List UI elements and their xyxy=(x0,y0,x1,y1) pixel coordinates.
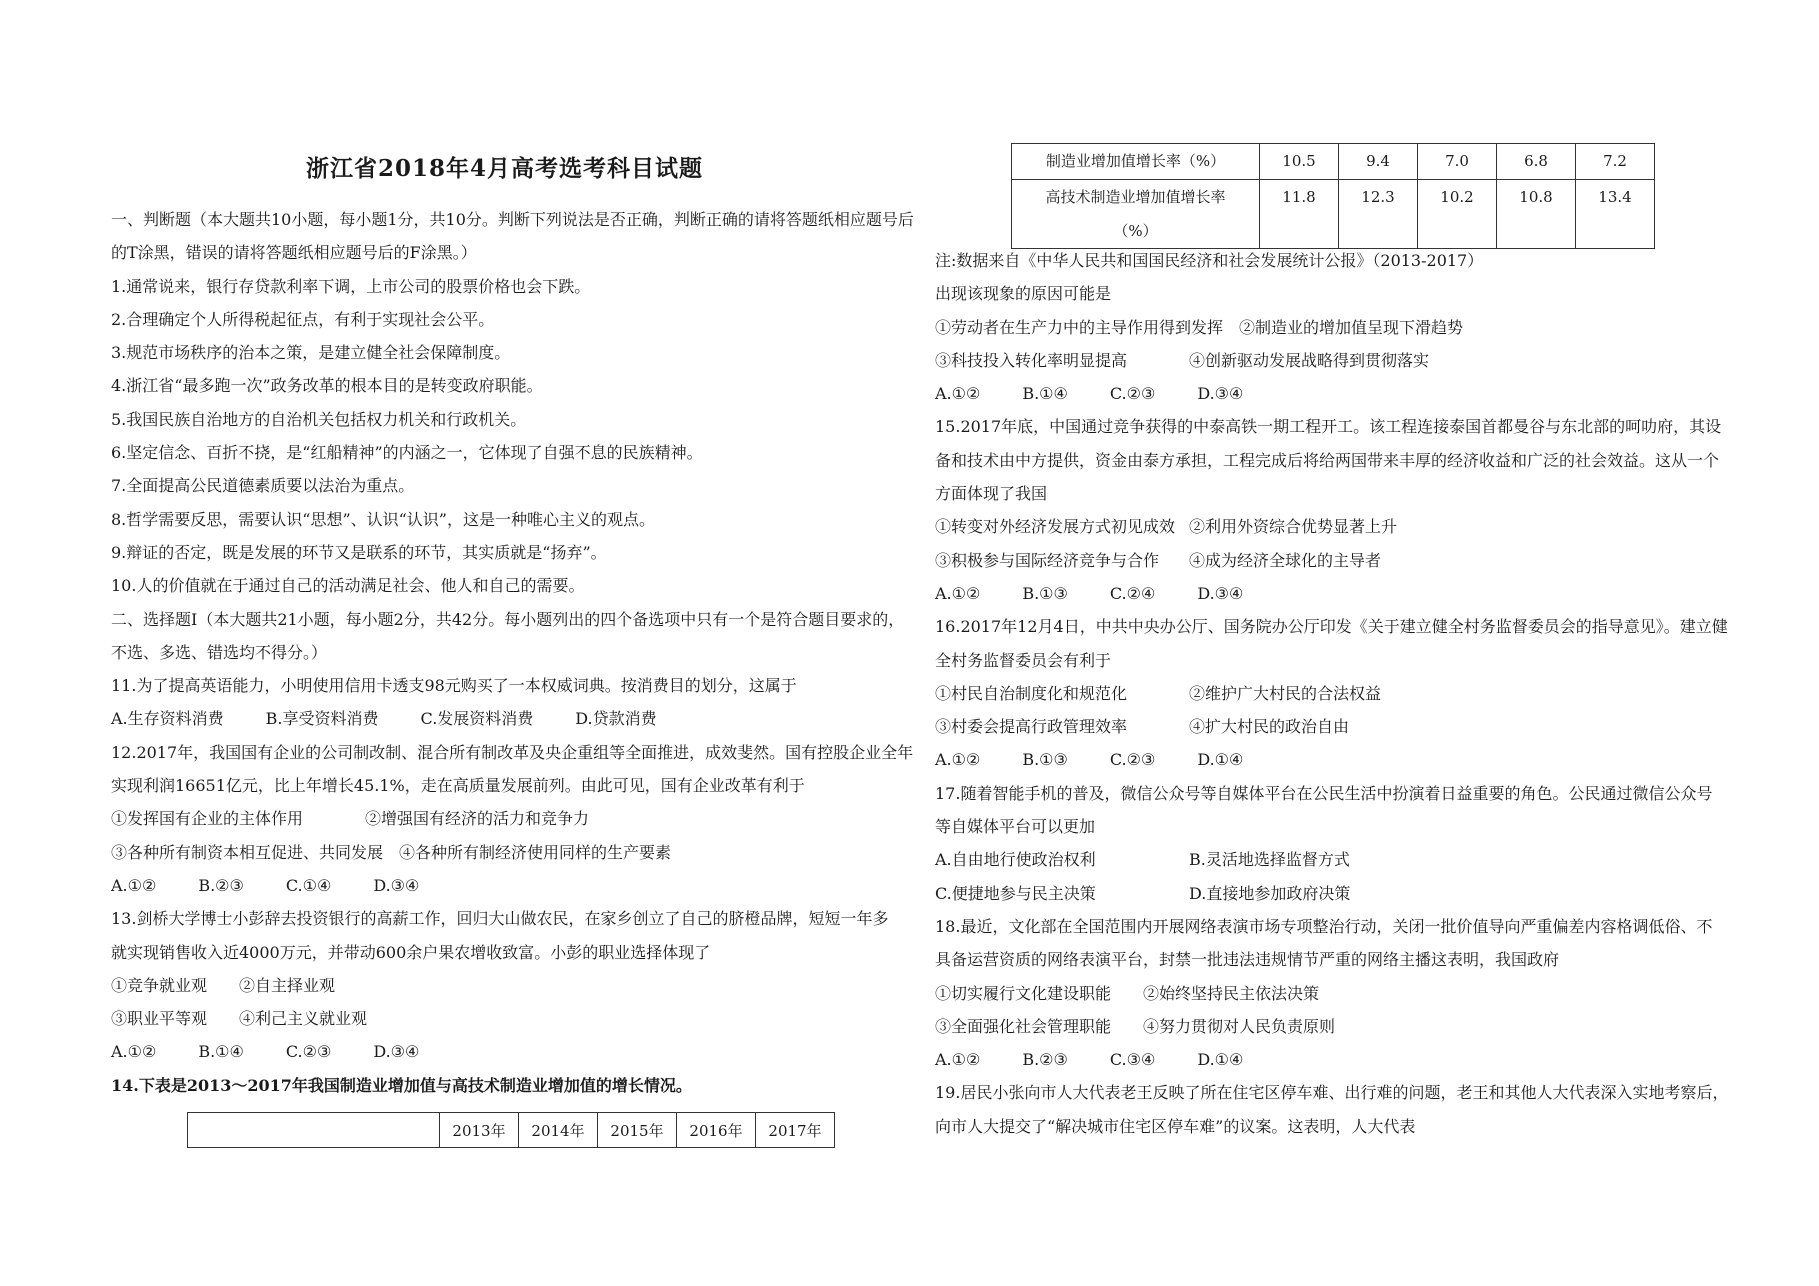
answer-option: A.生存资料消费 xyxy=(111,709,224,729)
answer-option: D.①④ xyxy=(1197,750,1244,770)
table-cell: 10.8 xyxy=(1497,180,1576,249)
answer-option: C.②③ xyxy=(1109,384,1156,404)
answer-option: A.①② xyxy=(111,875,157,895)
choice-statement: ③科技投入转化率明显提高 xyxy=(935,350,1128,370)
answer-option: A.①② xyxy=(935,1050,981,1070)
text-line: ③全面强化社会管理职能 ④努力贯彻对人民负责原则 xyxy=(935,1016,1336,1036)
answer-option: C.发展资料消费 xyxy=(420,709,534,729)
text-line: 2.合理确定个人所得税起征点，有利于实现社会公平。 xyxy=(111,309,495,329)
answer-option: A.①② xyxy=(935,750,981,770)
table-cell: 7.0 xyxy=(1418,144,1497,180)
text-line: 实现利润16651亿元，比上年增长45.1%，走在高质量发展前列。由此可见，国有企业改革有利于 xyxy=(111,776,805,796)
answer-option: D.贷款消费 xyxy=(575,709,657,729)
choice-statement: B.灵活地选择监督方式 xyxy=(1189,850,1350,870)
choice-statement: ②维护广大村民的合法权益 xyxy=(1189,683,1382,703)
text-line: 等自媒体平台可以更加 xyxy=(935,817,1096,837)
answer-option: A.①② xyxy=(111,1042,157,1062)
left-question-list xyxy=(111,203,914,1102)
answer-option: D.③④ xyxy=(1197,583,1244,603)
choice-statement: ②增强国有经济的活力和竞争力 xyxy=(365,809,590,829)
text-line: 二、选择题Ⅰ（本大题共21小题，每小题2分，共42分。每小题列出的四个备选项中只有一个是符合题目要求的， xyxy=(111,609,905,629)
text-line: 13.剑桥大学博士小彭辞去投资银行的高薪工作，回归大山做农民，在家乡创立了自己的脐橙品牌，短短一年多 xyxy=(111,909,889,929)
answer-options xyxy=(935,377,1735,410)
answer-options xyxy=(111,702,911,735)
answer-option: C.①④ xyxy=(285,875,332,895)
answer-options xyxy=(111,869,911,902)
table-cell: 6.8 xyxy=(1497,144,1576,180)
answer-option: B.享受资料消费 xyxy=(265,709,379,729)
choice-statements xyxy=(935,843,1735,876)
choice-statement: ②利用外资综合优势显著上升 xyxy=(1189,517,1398,537)
text-line: 12.2017年，我国国有企业的公司制改制、混合所有制改革及央企重组等全面推进，成效斐然。国有控股企业全年 xyxy=(111,742,914,762)
text-line: ①劳动者在生产力中的主导作用得到发挥 ②制造业的增加值呈现下滑趋势 xyxy=(935,317,1464,337)
text-line: 全村务监督委员会有利于 xyxy=(935,650,1112,670)
text-line: 14.下表是2013～2017年我国制造业增加值与高技术制造业增加值的增长情况。 xyxy=(111,1075,692,1095)
text-line: 1.通常说来，银行存贷款利率下调，上市公司的股票价格也会下跌。 xyxy=(111,276,591,296)
text-line: ①竞争就业观 ②自主择业观 xyxy=(111,975,336,995)
text-line: 注:数据来自《中华人民共和国国民经济和社会发展统计公报》（2013-2017） xyxy=(935,251,1484,270)
text-line: ③各种所有制资本相互促进、共同发展 ④各种所有制经济使用同样的生产要素 xyxy=(111,842,672,862)
answer-option: C.②④ xyxy=(1109,583,1156,603)
text-line: 一、判断题（本大题共10小题，每小题1分，共10分。判断下列说法是否正确，判断正确的请将答题纸相应题号后 xyxy=(111,210,914,229)
text-line: 具备运营资质的网络表演平台，封禁一批违法违规情节严重的网络主播这表明，我国政府 xyxy=(935,950,1560,970)
answer-option: C.②③ xyxy=(285,1042,332,1062)
text-line: 5.我国民族自治地方的自治机关包括权力机关和行政机关。 xyxy=(111,409,527,429)
answer-option: B.①④ xyxy=(198,1042,244,1062)
text-line: ③职业平等观 ④利己主义就业观 xyxy=(111,1009,368,1029)
answer-option: B.①③ xyxy=(1022,750,1068,770)
choice-statements xyxy=(935,544,1735,577)
table-cell: 13.4 xyxy=(1576,180,1655,249)
choice-statements xyxy=(935,710,1735,743)
answer-option: B.①④ xyxy=(1022,384,1068,404)
choice-statement: ④扩大村民的政治自由 xyxy=(1189,717,1350,737)
table-cell: 10.5 xyxy=(1260,144,1339,180)
year-header-2016: 2016年 xyxy=(677,1113,756,1148)
choice-statements xyxy=(935,677,1735,710)
year-header-2015: 2015年 xyxy=(598,1113,677,1148)
choice-statement: ④成为经济全球化的主导者 xyxy=(1189,550,1382,570)
table-cell: 9.4 xyxy=(1339,144,1418,180)
exam-title: 浙江省2018年4月高考选考科目试题 xyxy=(306,155,704,182)
year-header-2013: 2013年 xyxy=(440,1113,519,1148)
row-label-high-tech xyxy=(1012,180,1260,249)
choice-statements xyxy=(935,344,1735,377)
right-question-list xyxy=(935,244,1735,1143)
table-cell: 12.3 xyxy=(1339,180,1418,249)
row-label-high-tech-line2: （%） xyxy=(1113,222,1158,240)
text-line: 6.坚定信念、百折不挠，是“红船精神”的内涵之一，它体现了自强不息的民族精神。 xyxy=(111,443,703,463)
answer-option: D.③④ xyxy=(373,1042,420,1062)
choice-statement: ①转变对外经济发展方式初见成效 xyxy=(935,517,1176,537)
answer-option: A.①② xyxy=(935,384,981,404)
text-line: 11.为了提高英语能力，小明使用信用卡透支98元购买了一本权威词典。按消费目的划分，这属于 xyxy=(111,676,797,696)
text-line: 3.规范市场秩序的治本之策，是建立健全社会保障制度。 xyxy=(111,343,511,363)
choice-statement: ①发挥国有企业的主体作用 xyxy=(111,809,304,829)
text-line: 向市人大提交了“解决城市住宅区停车难”的议案。这表明，人大代表 xyxy=(935,1116,1416,1136)
year-header-2017: 2017年 xyxy=(756,1113,835,1148)
answer-options xyxy=(935,1043,1735,1076)
table-cell: 11.8 xyxy=(1260,180,1339,249)
table-cell: 7.2 xyxy=(1576,144,1655,180)
table-header-row xyxy=(187,1112,835,1148)
growth-rate-table xyxy=(1011,143,1655,249)
choice-statements xyxy=(935,877,1735,910)
table-corner-cell xyxy=(188,1113,440,1148)
table-row xyxy=(1012,144,1655,180)
answer-option: A.①② xyxy=(935,583,981,603)
text-line: 9.辩证的否定，既是发展的环节又是联系的环节，其实质就是“扬弃”。 xyxy=(111,542,607,562)
text-line: 4.浙江省“最多跑一次”政务改革的根本目的是转变政府职能。 xyxy=(111,376,543,396)
answer-options xyxy=(935,743,1735,776)
text-line: 17.随着智能手机的普及，微信公众号等自媒体平台在公民生活中扮演着日益重要的角色。公民通过微信公众号 xyxy=(935,783,1713,803)
text-line: 7.全面提高公民道德素质要以法治为重点。 xyxy=(111,476,415,496)
text-line: 8.哲学需要反思，需要认识“思想”、认识“认识”，这是一种唯心主义的观点。 xyxy=(111,509,655,529)
text-line: ①切实履行文化建设职能 ②始终坚持民主依法决策 xyxy=(935,983,1320,1003)
choice-statement: A.自由地行使政治权利 xyxy=(935,850,1096,870)
row-label-manufacturing: 制造业增加值增长率（%） xyxy=(1012,144,1260,180)
answer-option: B.②③ xyxy=(1022,1050,1068,1070)
choice-statement: C.便捷地参与民主决策 xyxy=(935,883,1096,903)
table-cell: 10.2 xyxy=(1418,180,1497,249)
answer-option: C.③④ xyxy=(1109,1050,1156,1070)
text-line: 备和技术由中方提供，资金由泰方承担，工程完成后将给两国带来丰厚的经济收益和广泛的社会效益。这从一个 xyxy=(935,450,1720,470)
choice-statement: ①村民自治制度化和规范化 xyxy=(935,683,1128,703)
text-line: 19.居民小张向市人大代表老王反映了所在住宅区停车难、出行难的问题，老王和其他人大代表深入实地考察后， xyxy=(935,1083,1729,1103)
answer-option: B.②③ xyxy=(198,875,244,895)
text-line: 出现该现象的原因可能是 xyxy=(935,284,1112,304)
answer-option: D.①④ xyxy=(1197,1050,1244,1070)
text-line: 的T涂黑，错误的请将答题纸相应题号后的F涂黑。） xyxy=(111,243,477,263)
year-header-2014: 2014年 xyxy=(519,1113,598,1148)
choice-statement: ③积极参与国际经济竞争与合作 xyxy=(935,550,1160,570)
text-line: 18.最近，文化部在全国范围内开展网络表演市场专项整治行动，关闭一批价值导向严重偏差内容格调低俗、不 xyxy=(935,916,1713,936)
table-row xyxy=(1012,180,1655,249)
row-label-high-tech-line1: 高技术制造业增加值增长率 xyxy=(1045,188,1226,206)
text-line: 就实现销售收入近4000万元，并带动600余户果农增收致富。小彭的职业选择体现了 xyxy=(111,942,711,962)
choice-statements xyxy=(935,510,1735,543)
answer-option: D.③④ xyxy=(1197,384,1244,404)
answer-option: C.②③ xyxy=(1109,750,1156,770)
text-line: 15.2017年底，中国通过竞争获得的中泰高铁一期工程开工。该工程连接泰国首都曼谷与东北部的呵叻府，其设 xyxy=(935,417,1722,437)
choice-statement: ④创新驱动发展战略得到贯彻落实 xyxy=(1189,350,1430,370)
choice-statement: D.直接地参加政府决策 xyxy=(1189,883,1351,903)
text-line: 方面体现了我国 xyxy=(935,484,1048,504)
choice-statement: ③村委会提高行政管理效率 xyxy=(935,717,1128,737)
text-line: 16.2017年12月4日，中共中央办公厅、国务院办公厅印发《关于建立健全村务监督委员会的指导意见》。建立健 xyxy=(935,617,1728,637)
choice-statements xyxy=(111,802,911,835)
text-line: 不选、多选、错选均不得分。） xyxy=(111,642,328,662)
answer-option: D.③④ xyxy=(373,875,420,895)
answer-options xyxy=(111,1035,911,1068)
answer-options xyxy=(935,577,1735,610)
text-line: 10.人的价值就在于通过自己的活动满足社会、他人和自己的需要。 xyxy=(111,576,585,596)
answer-option: B.①③ xyxy=(1022,583,1068,603)
